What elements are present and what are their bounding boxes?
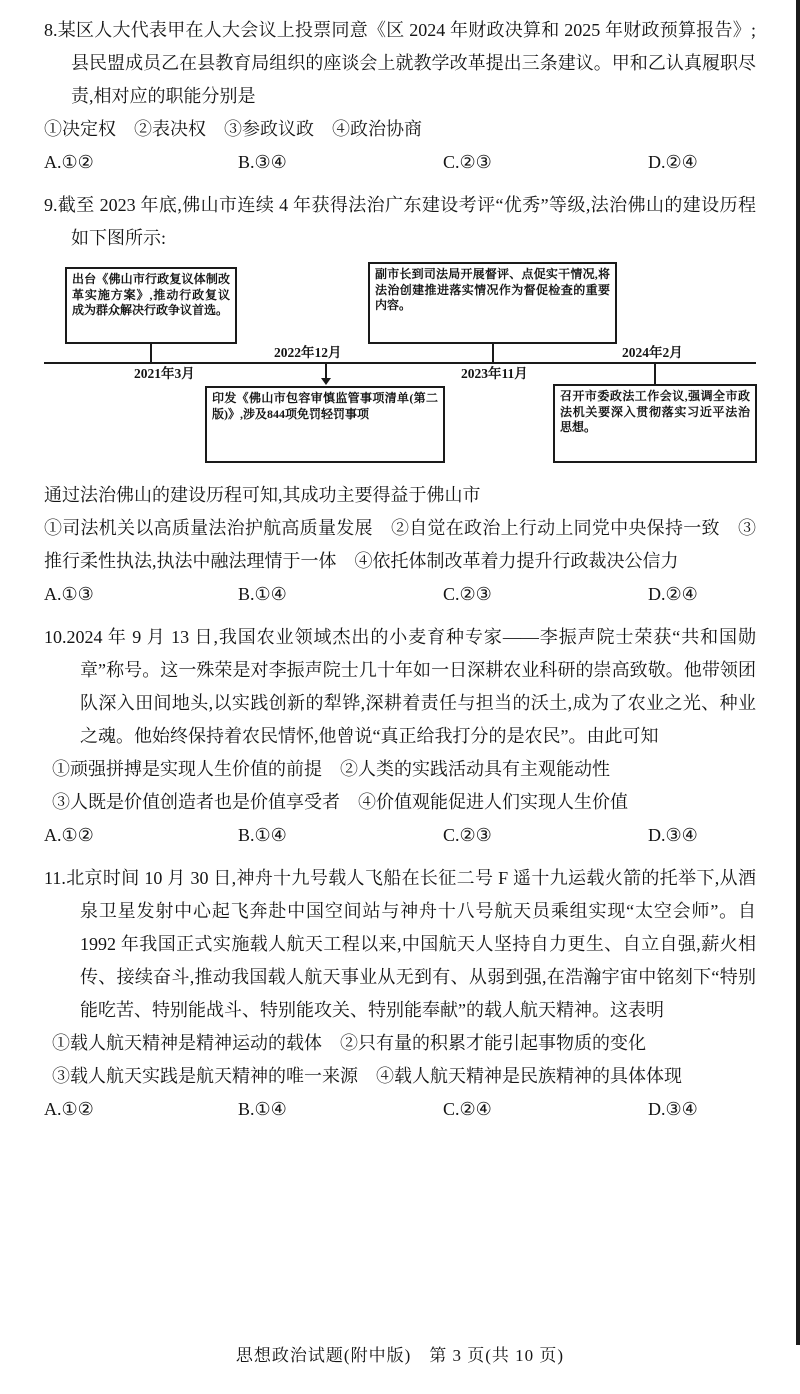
question-stem-text: 北京时间 10 月 30 日,神舟十九号载人飞船在长征二号 F 遥十九运载火箭的托举下,从酒泉卫星发射中心起飞奔赴中国空间站与神舟十八号航天员乘组实现“太空会师”。自 1992 年我国正式实施载人航天工程以来,中国航天人坚持自力更生、自立自强,薪火相传、接续奋斗,推动我国载人航天事业从无到有、从弱到强,在浩瀚宇宙中铭刻下“特别能吃苦、特别能战斗、特别能攻关、特别能奉献”的载人航天精神。这表明 [65, 868, 756, 1020]
question-number: 10. [44, 627, 67, 647]
timeline-box-2024: 副市长到司法局开展督评、点促实干情况,将法治创建推进落实情况作为督促检查的重要内容。 [368, 262, 617, 344]
question-number: 11. [44, 868, 66, 888]
timeline-axis [44, 362, 756, 364]
option-b: B.①④ [238, 1099, 287, 1119]
question-stem-text: 某区人大代表甲在人大会议上投票同意《区 2024 年财政决算和 2025 年财政预算报告》;县民盟成员乙在县教育局组织的座谈会上就教学改革提出三条建议。甲和乙认真履职尽责,相对应的职能分别是 [57, 20, 756, 106]
question-items: ①司法机关以高质量法治护航高质量发展 ②自觉在政治上行动上同党中央保持一致 ③推行柔性执法,执法中融法理情于一体 ④依托体制改革着力提升行政裁决公信力 [44, 518, 756, 571]
timeline-date-2024-02: 2024年2月 [622, 345, 683, 360]
question-items: ①决定权 ②表决权 ③参政议政 ④政治协商 [44, 119, 422, 139]
timeline-diagram [44, 259, 756, 475]
option-c: C.②④ [443, 1099, 492, 1119]
question-lead: 通过法治佛山的建设历程可知,其成功主要得益于佛山市 [44, 485, 481, 505]
timeline-date-2023-11: 2023年11月 [461, 366, 528, 381]
option-c: C.②③ [443, 584, 492, 604]
question-items: ①载人航天精神是精神运动的载体 ②只有量的积累才能引起事物质的变化 [52, 1033, 646, 1053]
options-row [44, 578, 756, 611]
option-c: C.②③ [443, 152, 492, 172]
timeline-connector [325, 364, 327, 379]
option-a: A.①② [44, 825, 94, 845]
question-stem [44, 189, 756, 255]
option-a: A.①② [44, 152, 94, 172]
question-10 [44, 621, 756, 852]
timeline-box-2023: 召开市委政法工作会议,强调全市政法机关要深入贯彻落实习近平法治思想。 [553, 384, 757, 463]
timeline-date-2022-12: 2022年12月 [274, 345, 342, 360]
question-9 [44, 189, 756, 611]
option-a: A.①③ [44, 584, 94, 604]
question-items: ③人既是价值创造者也是价值享受者 ④价值观能促进人们实现人生价值 [52, 792, 628, 812]
question-stem [44, 621, 756, 753]
options-row [44, 1093, 756, 1126]
timeline-box-2022: 印发《佛山市包容审慎监管事项清单(第二版)》,涉及844项免罚轻罚事项 [205, 386, 445, 463]
timeline-connector [150, 344, 152, 362]
option-b: B.①④ [238, 584, 287, 604]
option-d: D.③④ [648, 825, 698, 845]
timeline-box-2021: 出台《佛山市行政复议体制改革实施方案》,推动行政复议成为群众解决行政争议首选。 [65, 267, 237, 344]
timeline-date-2021-03: 2021年3月 [134, 366, 195, 381]
timeline-connector [654, 364, 656, 384]
question-items: ③载人航天实践是航天精神的唯一来源 ④载人航天精神是民族精神的具体体现 [52, 1066, 682, 1086]
question-8 [44, 14, 756, 179]
option-a: A.①② [44, 1099, 94, 1119]
scan-edge-artifact [796, 0, 800, 1345]
question-number: 8. [44, 20, 58, 40]
timeline-connector [492, 344, 494, 362]
question-stem [44, 14, 756, 113]
question-stem-text: 截至 2023 年底,佛山市连续 4 年获得法治广东建设考评“优秀”等级,法治佛山的建设历程如下图所示: [57, 195, 756, 248]
question-stem [44, 862, 756, 1027]
question-items: ①顽强拼搏是实现人生价值的前提 ②人类的实践活动具有主观能动性 [52, 759, 610, 779]
down-arrow-icon [321, 378, 331, 385]
option-d: D.②④ [648, 584, 698, 604]
question-11 [44, 862, 756, 1126]
option-d: D.②④ [648, 152, 698, 172]
options-row [44, 819, 756, 852]
page-footer: 思想政治试题(附中版) 第 3 页(共 10 页) [235, 1346, 565, 1365]
question-number: 9. [44, 195, 58, 215]
option-b: B.③④ [238, 152, 287, 172]
option-b: B.①④ [238, 825, 287, 845]
options-row [44, 146, 756, 179]
option-d: D.③④ [648, 1099, 698, 1119]
option-c: C.②③ [443, 825, 492, 845]
question-stem-text: 2024 年 9 月 13 日,我国农业领域杰出的小麦育种专家——李振声院士荣获“共和国勋章”称号。这一殊荣是对李振声院士几十年如一日深耕农业科研的崇高致敬。他带领团队深入田间地头,以实践创新的犁铧,深耕着责任与担当的沃土,成为了农业之光、种业之魂。他始终保持着农民情怀,他曾说“真正给我打分的是农民”。由此可知 [66, 627, 756, 746]
